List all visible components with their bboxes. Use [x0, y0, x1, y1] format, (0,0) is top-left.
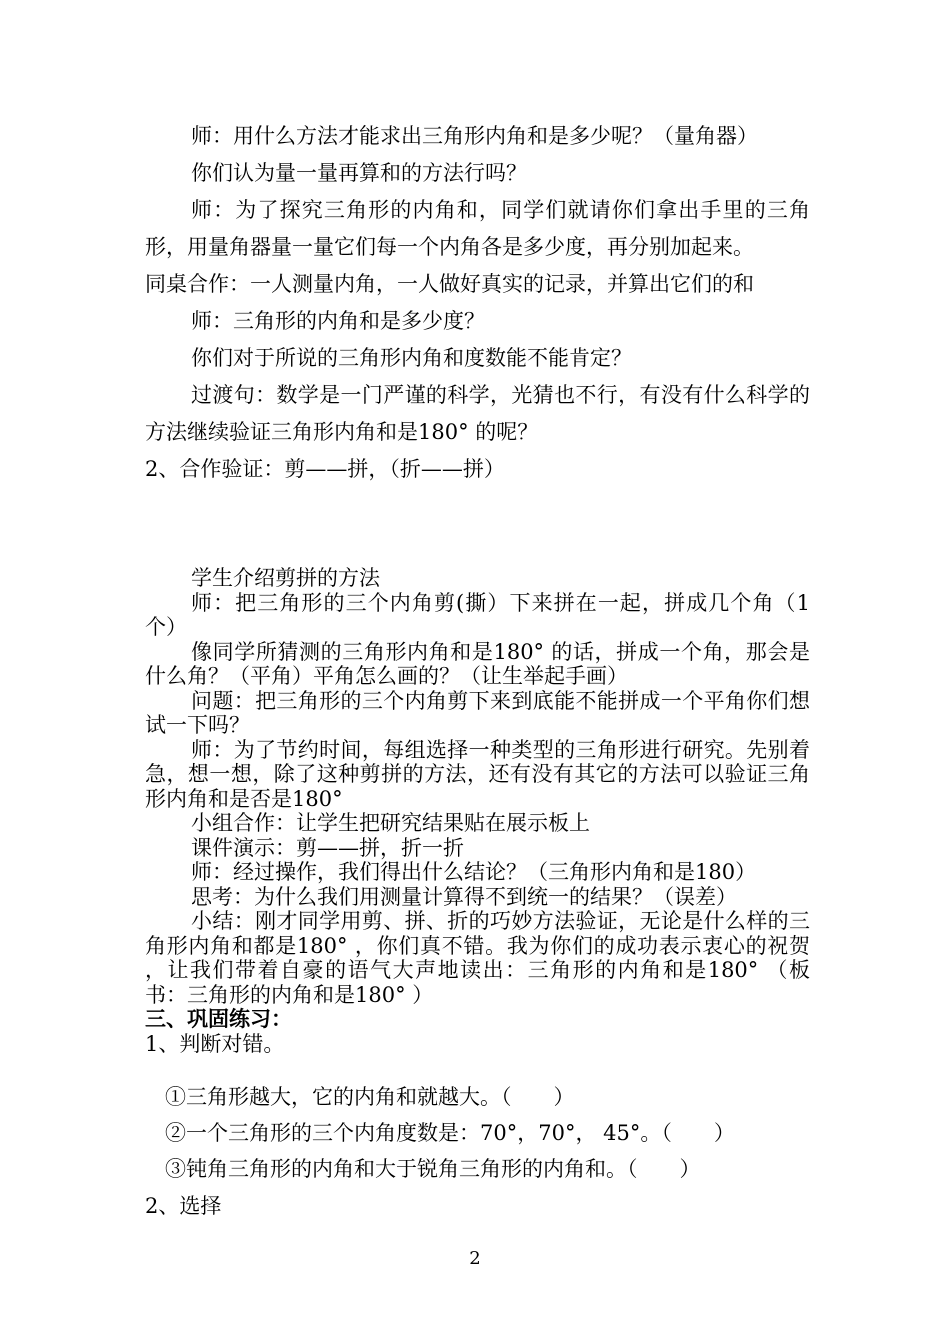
judgement-item-3: ③钝角三角形的内角和大于锐角三角形的内角和。（ ）: [165, 1157, 701, 1181]
paragraph: 师：经过操作，我们得出什么结论？（三角形内角和是180）: [191, 860, 757, 884]
paragraph: 1、判断对错。: [145, 1031, 285, 1056]
paragraph: 师：为了探究三角形的内角和，同学们就请你们拿出手里的三角形，用量角器量一量它们每一个内角各是多少度，再分别加起来。: [145, 198, 810, 259]
paragraph: 师：用什么方法才能求出三角形内角和是多少呢？（量角器）: [191, 124, 758, 148]
text-block-discussion: [145, 118, 810, 488]
paragraph: 课件演示：剪——拼，折一折: [191, 835, 464, 860]
paragraph: 2、合作验证：剪——拼，（折——拼）: [145, 457, 505, 481]
judgement-item-2: ②一个三角形的三个内角度数是：70°，70°， 45°。（ ）: [165, 1121, 735, 1145]
paragraph: 过渡句：数学是一门严谨的科学，光猜也不行，有没有什么科学的方法继续验证三角形内角和是180° 的呢？: [145, 383, 810, 444]
paragraph: 问题：把三角形的三个内角剪下来到底能不能拼成一个平角你们想试一下吗？: [145, 688, 810, 737]
paragraph: 思考：为什么我们用测量计算得不到统一的结果？（误差）: [191, 884, 737, 909]
paragraph: 师：为了节约时间，每组选择一种类型的三角形进行研究。先别着急，想一想，除了这种剪拼的方法，还有没有其它的方法可以验证三角形内角和是否是180°: [145, 737, 810, 811]
paragraph: 三、巩固练习：: [145, 1006, 292, 1031]
paragraph: 小结：刚才同学用剪、拼、折的巧妙方法验证，无论是什么样的三角形内角和都是180° ，你们真不错。我为你们的成功表示衷心的祝贺 ，让我们带着自豪的语气大声地读出：三角形的内角和是180° （板书：三角形的内角和是180° ）: [145, 909, 810, 1007]
paragraph: 你们认为量一量再算和的方法行吗？: [191, 161, 527, 185]
paragraph: 师：把三角形的三个内角剪(撕）下来拼在一起，拼成几个角（1个）: [145, 590, 810, 639]
paragraph: 小组合作：让学生把研究结果贴在展示板上: [191, 811, 590, 835]
paragraph: 学生介绍剪拼的方法: [191, 566, 380, 590]
paragraph: 师：三角形的内角和是多少度？: [191, 309, 485, 333]
page-number: 2: [469, 1248, 481, 1269]
judgement-item-1: ①三角形越大，它的内角和就越大。（ ）: [165, 1085, 575, 1109]
section-choice-heading: 2、选择: [145, 1194, 222, 1218]
paragraph: 同桌合作：一人测量内角，一人做好真实的记录，并算出它们的和: [145, 272, 754, 296]
paragraph: 你们对于所说的三角形内角和度数能不能肯定？: [191, 346, 632, 370]
text-block-activity: [145, 566, 810, 1056]
paragraph: 像同学所猜测的三角形内角和是180° 的话，拼成一个角，那会是什么角？（平角）平角怎么画的？（让生举起手画）: [145, 639, 810, 688]
